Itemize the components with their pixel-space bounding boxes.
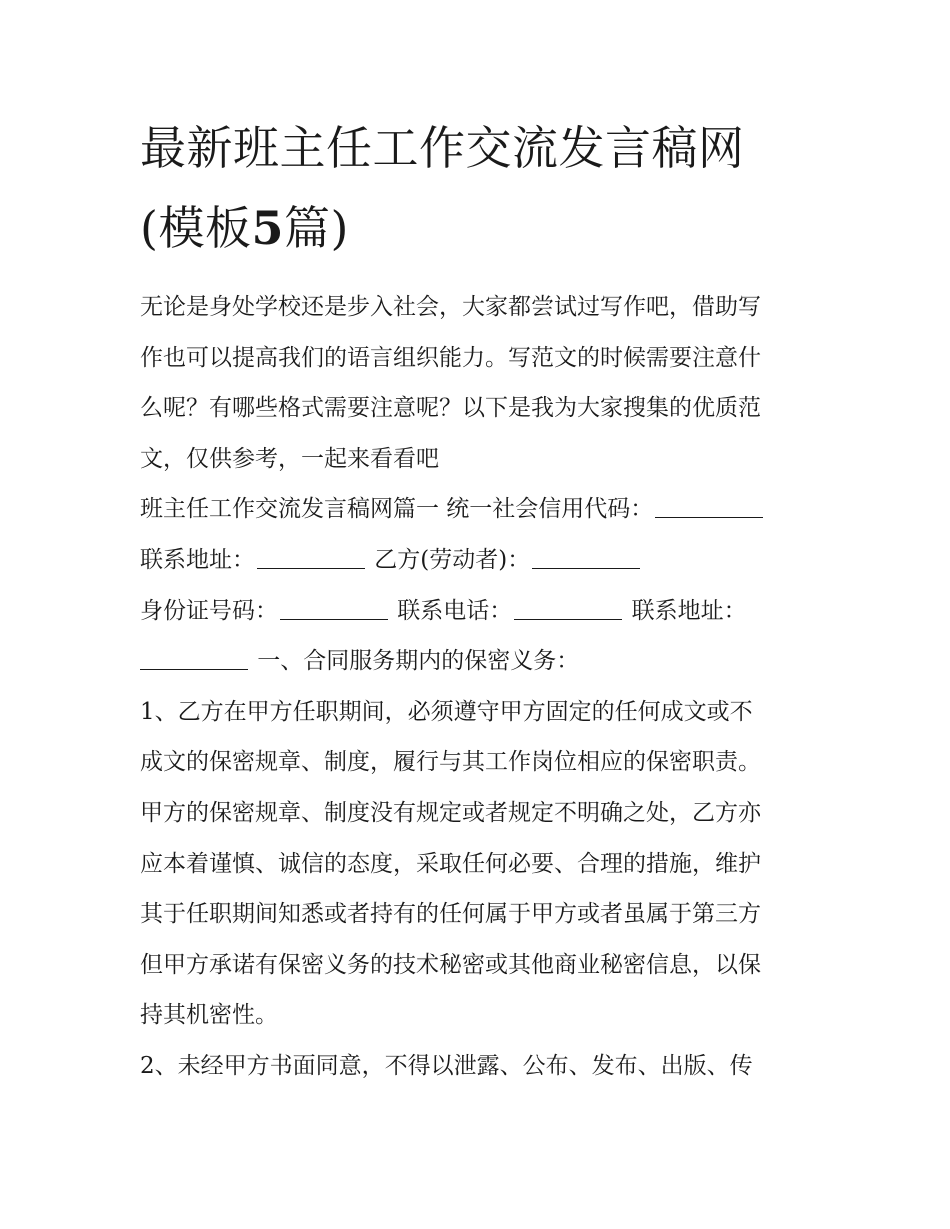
intro-line: 无论是身处学校还是步入社会，大家都尝试过写作吧，借助写 [140,294,761,320]
clause-line: 应本着谨慎、诚信的态度，采取任何必要、合理的措施，维护 [140,850,761,877]
address2-label: 联系地址： [624,597,747,624]
clause-line: 1、乙方在甲方任职期间，必须遵守甲方固定的任何成文或不 [140,698,753,725]
title-open: (模板 [140,201,252,255]
clause-2 [140,1041,820,1092]
id-number-blank [280,589,388,620]
clause-line: 持其机密性。 [140,1002,278,1029]
form-section [140,484,820,686]
phone-blank [514,589,622,620]
clause-1 [140,687,820,1041]
document-page [140,108,820,1092]
intro-line: 么呢？有哪些格式需要注意呢？以下是我为大家搜集的优质范 [140,395,761,422]
form-line-1 [140,484,820,535]
intro-paragraph [140,282,820,484]
form-line-2 [140,535,820,586]
phone-label: 联系电话： [390,597,513,624]
title-line-2 [140,188,820,268]
section1-heading: 一、合同服务期内的保密义务： [250,648,580,675]
party-b-blank [532,538,640,569]
clause-line: 其于任职期间知悉或者持有的任何属于甲方或者虽属于第三方 [140,901,761,928]
title-line-1: 最新班主任工作交流发言稿网 [140,121,745,175]
clause-line: 成文的保密规章、制度，履行与其工作岗位相应的保密职责。 [140,749,761,776]
title-number: 5 [251,201,284,255]
address2-blank [140,639,248,670]
form-line-3 [140,586,820,637]
clause-line: 2、未经甲方书面同意，不得以泄露、公布、发布、出版、传 [140,1052,753,1079]
intro-line: 作也可以提高我们的语言组织能力。写范文的时候需要注意什 [140,344,761,371]
title-close: 篇) [283,201,349,255]
address-blank [257,538,365,569]
id-number-label: 身份证号码： [140,597,278,624]
form-line-4 [140,636,820,687]
credit-code-blank [655,487,763,518]
intro-line: 文，仅供参考，一起来看看吧 [140,445,439,472]
document-title [140,108,820,268]
address-label: 联系地址： [140,546,255,573]
clause-line: 但甲方承诺有保密义务的技术秘密或其他商业秘密信息，以保 [140,951,761,978]
clause-line: 甲方的保密规章、制度没有规定或者规定不明确之处，乙方亦 [140,799,761,826]
credit-code-label: 班主任工作交流发言稿网篇一 统一社会信用代码： [140,496,654,523]
document-body [140,282,820,1092]
party-b-label: 乙方(劳动者)： [367,546,531,573]
